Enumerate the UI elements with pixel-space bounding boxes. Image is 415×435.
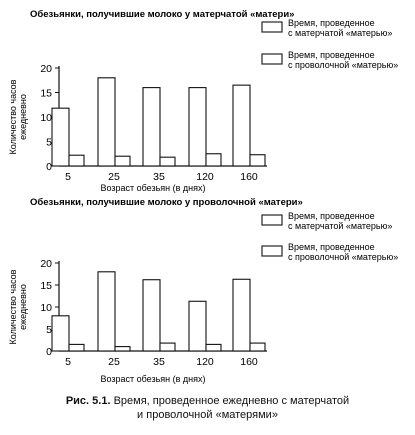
y-axis-label: [8, 79, 28, 154]
x-tick-label: 120: [196, 356, 214, 368]
y-tick-label: 5: [46, 136, 52, 149]
bar-wire: [115, 347, 130, 351]
caption-line-1: [0, 394, 415, 408]
bar-wire: [206, 154, 221, 166]
bar-cloth: [189, 301, 206, 351]
legend-swatch: [262, 246, 282, 256]
bar-wire: [69, 155, 84, 166]
bar-wire: [160, 343, 175, 351]
figure-caption: [0, 394, 415, 422]
legend-label-line-2: с проволочной «матерью»: [288, 60, 399, 70]
x-axis-label: Возраст обезьян (в днях): [100, 183, 206, 193]
y-tick-label: 20: [40, 258, 52, 270]
bar-cloth: [52, 108, 69, 166]
bar-wire: [160, 157, 175, 166]
legend-label-line-1: Время, проведенное: [288, 50, 375, 60]
legend-label: [288, 242, 398, 262]
bar-cloth: [143, 280, 160, 351]
x-axis-label: Возраст обезьян (в днях): [100, 374, 206, 384]
x-tick-label: 35: [153, 171, 165, 183]
bar-cloth: [143, 88, 160, 166]
x-tick-label: 35: [153, 356, 165, 368]
x-tick-label: 25: [108, 171, 120, 183]
chart-1: [8, 9, 398, 193]
bar-wire: [250, 155, 265, 166]
bar-wire: [250, 343, 265, 351]
charts-container: [8, 9, 398, 384]
legend-swatch: [262, 22, 282, 32]
legend-label: [288, 211, 392, 231]
y-axis-label-line-1: Количество часов: [8, 269, 18, 345]
legend-label: [288, 18, 392, 38]
bar-wire: [206, 344, 221, 351]
bar-cloth: [98, 272, 115, 351]
x-tick-label: 5: [65, 356, 71, 368]
chart-title: Обезьянки, получившие молоко у матерчатой «матери»: [30, 9, 295, 20]
x-tick-label: 120: [196, 171, 214, 183]
caption-label: Рис. 5.1.: [65, 395, 111, 407]
y-tick-label: 20: [40, 63, 52, 75]
y-tick-label: 10: [40, 302, 52, 314]
y-axis-label-line-2: ежедневно: [18, 284, 28, 330]
x-tick-label: 160: [240, 171, 258, 183]
y-tick-label: 0: [46, 346, 52, 358]
legend-label: [288, 50, 398, 70]
legend-swatch: [262, 54, 282, 64]
legend-label-line-1: Время, проведенное: [288, 18, 375, 28]
caption-text-1: Время, проведенное ежедневно с матерчатой: [113, 395, 350, 407]
y-tick-label: 5: [46, 324, 52, 336]
chart-title: Обезьянки, получившие молоко у проволочной «матери»: [30, 197, 303, 208]
legend-label-line-1: Время, проведенное: [288, 242, 375, 252]
chart-2: [8, 197, 398, 384]
x-tick-label: 5: [65, 171, 71, 183]
bar-cloth: [233, 85, 250, 166]
legend-label-line-2: с проволочной «матерью»: [288, 252, 399, 262]
y-tick-label: 10: [40, 112, 52, 124]
bar-wire: [69, 344, 84, 351]
legend-label-line-2: с матерчатой «матерью»: [288, 28, 393, 38]
y-axis-label-line-2: ежедневно: [18, 94, 28, 140]
bar-cloth: [233, 279, 250, 351]
y-tick-label: 15: [40, 87, 52, 100]
x-tick-label: 160: [240, 356, 258, 368]
y-tick-label: 0: [46, 161, 52, 173]
bar-cloth: [52, 316, 69, 351]
bar-wire: [115, 156, 130, 166]
bar-cloth: [189, 88, 206, 166]
bar-cloth: [98, 78, 115, 166]
legend-swatch: [262, 215, 282, 225]
legend-label-line-1: Время, проведенное: [288, 211, 375, 221]
y-axis-label-line-1: Количество часов: [8, 79, 18, 155]
caption-text-2: и проволочной «матерями»: [137, 409, 278, 421]
y-tick-label: 15: [40, 280, 52, 292]
x-tick-label: 25: [108, 356, 120, 368]
y-axis-label: [8, 269, 28, 344]
legend-label-line-2: с матерчатой «матерью»: [288, 221, 393, 231]
